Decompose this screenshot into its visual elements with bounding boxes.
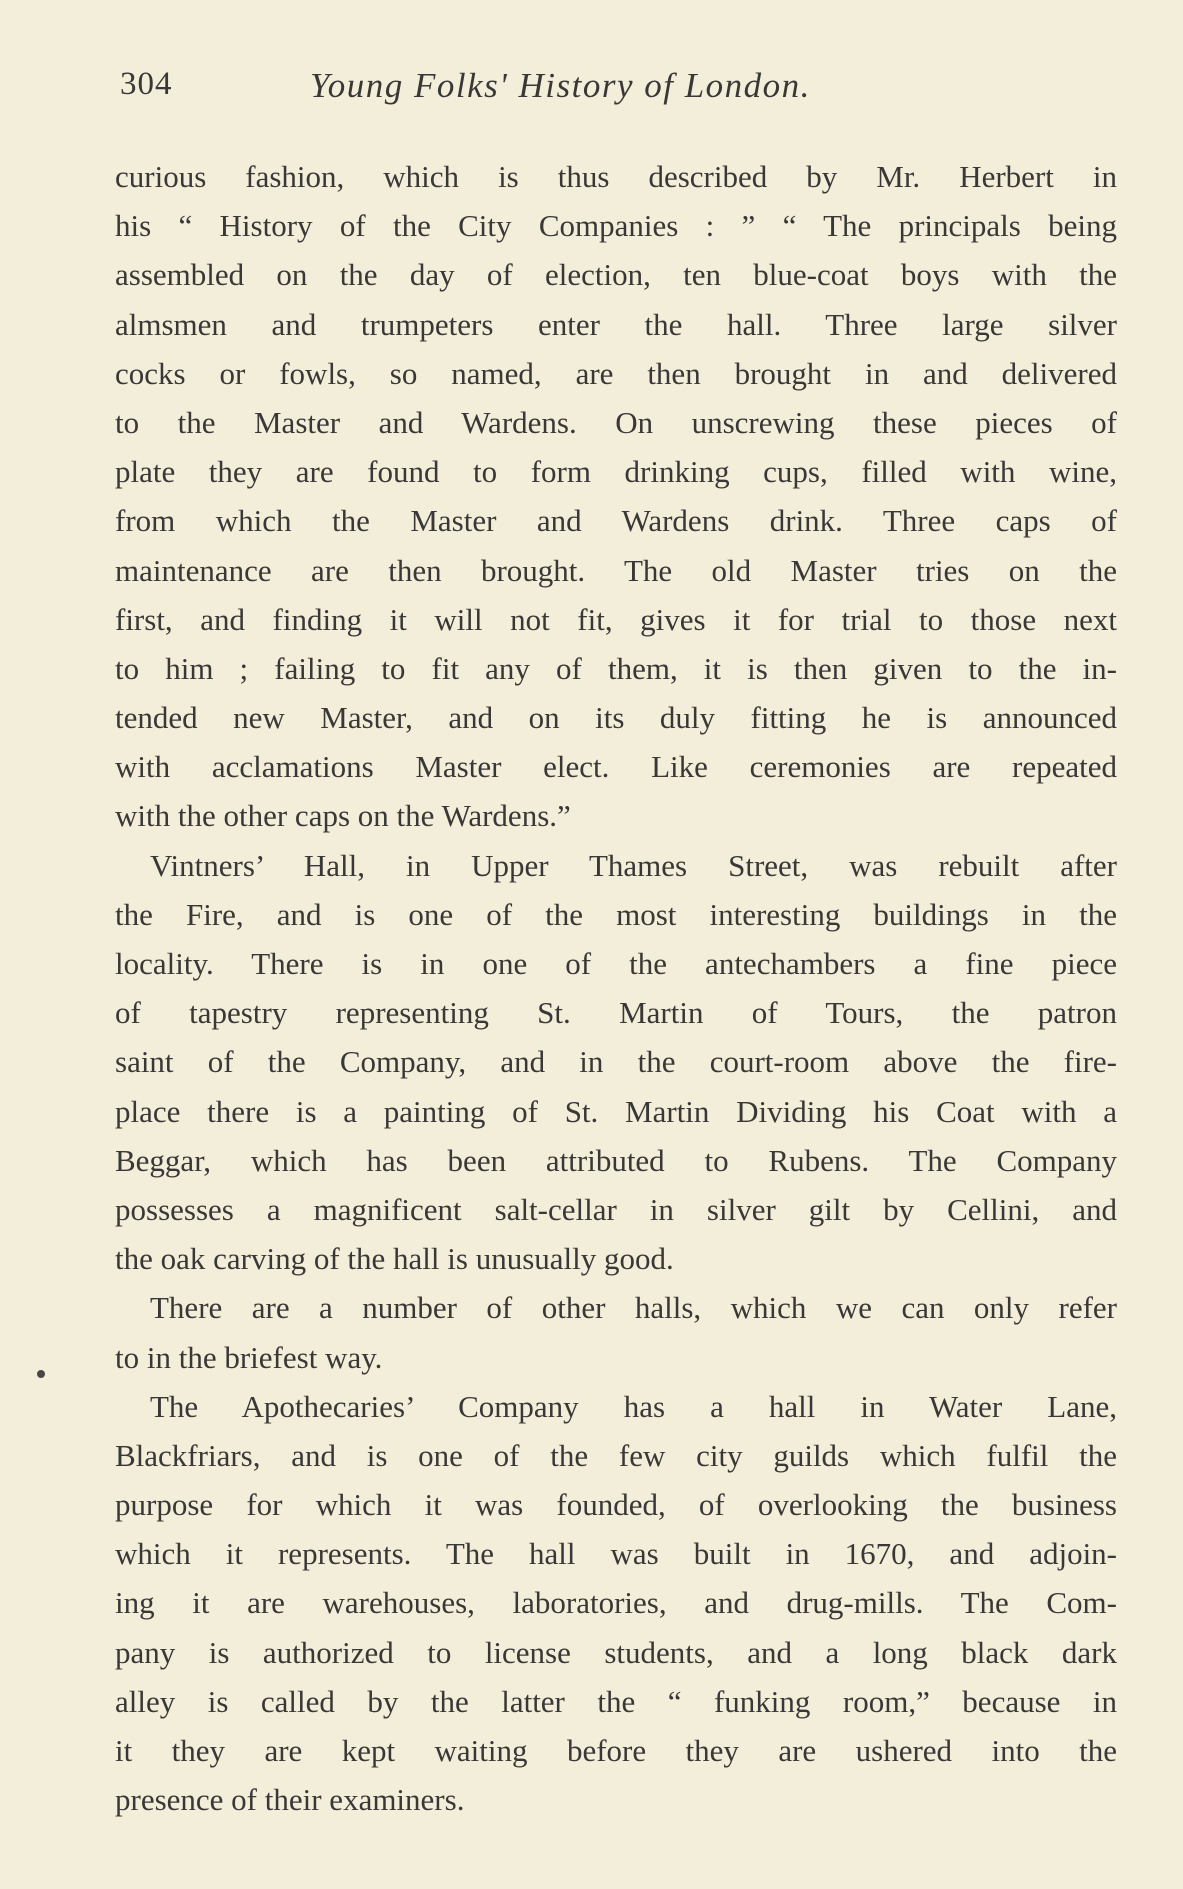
text-line: his “ History of the City Companies : ” “ The principals being [115,208,1117,244]
text-line: the oak carving of the hall is unusually good. [115,1241,674,1277]
text-line: presence of their examiners. [115,1782,465,1818]
text-line: curious fashion, which is thus described by Mr. Herbert in [115,159,1117,194]
text-line: with the other caps on the Wardens.” [115,798,571,834]
text-line: saint of the Company, and in the court-room above the fire- [115,1044,1117,1080]
text-line: of tapestry representing St. Martin of Tours, the patron [115,995,1117,1031]
paragraph-start-line: The Apothecaries’ Company has a hall in Water Lane, [150,1388,1117,1424]
text-line: maintenance are then brought. The old Master tries on the [115,552,1117,588]
text-line: from which the Master and Wardens drink. Three caps of [115,503,1117,539]
text-line: with acclamations Master elect. Like ceremonies are repeated [115,749,1117,785]
text-line: to in the briefest way. [115,1339,383,1375]
text-line: the Fire, and is one of the most interesting buildings in the [115,896,1117,932]
text-line: locality. There is in one of the antechambers a fine piece [115,946,1117,981]
text-line: pany is authorized to license students, and a long black dark [115,1634,1117,1670]
running-title: Young Folks' History of London. [310,66,811,105]
text-line: it they are kept waiting before they are ushered into the [115,1733,1117,1768]
text-line: which it represents. The hall was built in 1670, and adjoin- [115,1536,1117,1572]
text-line: tended new Master, and on its duly fitting he is announced [115,700,1117,736]
text-line: assembled on the day of election, ten blue-coat boys with the [115,257,1117,293]
page-number: 304 [120,66,173,102]
text-line: purpose for which it was founded, of overlooking the business [115,1487,1117,1523]
body-text [115,152,1117,1824]
paragraph-start-line: Vintners’ Hall, in Upper Thames Street, was rebuilt after [150,847,1117,883]
text-line: Beggar, which has been attributed to Rubens. The Company [115,1142,1117,1178]
text-line: alley is called by the latter the “ funking room,” because in [115,1683,1117,1719]
text-line: first, and finding it will not fit, gives it for trial to those next [115,601,1117,637]
paragraph-start-line: There are a number of other halls, which we can only refer [150,1290,1117,1326]
text-line: ing it are warehouses, laboratories, and drug-mills. The Com- [115,1585,1117,1621]
text-line: cocks or fowls, so named, are then brought in and delivered [115,355,1117,391]
text-line: Blackfriars, and is one of the few city guilds which fulfil the [115,1437,1117,1473]
text-line: to the Master and Wardens. On unscrewing these pieces of [115,404,1117,440]
text-line: possesses a magnificent salt-cellar in silver gilt by Cellini, and [115,1191,1117,1227]
page-header [120,66,1080,116]
text-line: to him ; failing to fit any of them, it is then given to the in- [115,650,1117,686]
text-line: plate they are found to form drinking cups, filled with wine, [115,454,1117,490]
text-line: almsmen and trumpeters enter the hall. Three large silver [115,306,1117,342]
margin-dot-mark [37,1370,45,1378]
text-line: place there is a painting of St. Martin Dividing his Coat with a [115,1093,1117,1129]
